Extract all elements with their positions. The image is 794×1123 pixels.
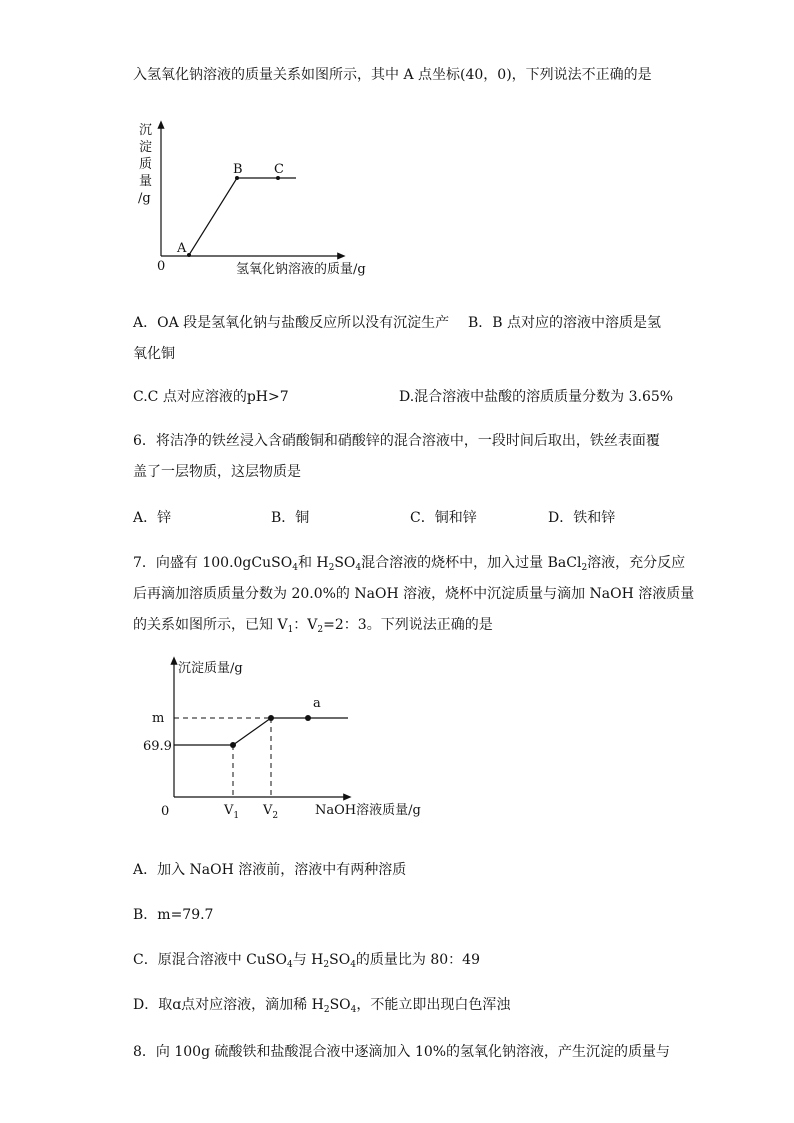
q7-line2: 后再滴加溶质质量分数为 20.0%的 NaOH 溶液，烧杯中沉淀质量与滴加 NaOH 溶液质量 — [133, 586, 695, 602]
q5-graph — [130, 118, 390, 283]
q7-xlabel: NaOH溶液质量/g — [315, 803, 421, 818]
q7-option-a: A．加入 NaOH 溶液前，溶液中有两种溶质 — [133, 862, 407, 878]
q5-ylabel-1: 沉 — [139, 123, 153, 138]
q5-origin: 0 — [157, 259, 166, 274]
q6-option-d: D．铁和锌 — [548, 510, 616, 526]
q7-point-v1 — [230, 742, 236, 748]
q5-intro: 入氢氧化钠溶液的质量关系如图所示，其中 A 点坐标(40，0)，下列说法不正确的是 — [133, 67, 652, 83]
q6-option-b: B．铜 — [271, 510, 310, 526]
q7-y1-label: 69.9 — [143, 739, 172, 754]
q7-option-d: D．取ɑ点对应溶液，滴加稀 $H_2SO_4$，不能立即出现白色浑浊 — [133, 997, 511, 1015]
q5-curve — [189, 178, 296, 255]
q5-label-c: C — [274, 162, 284, 177]
q6-line2: 盖了一层物质，这层物质是 — [133, 464, 301, 480]
q7-option-c: C．原混合溶液中 CuSO$_4$与 $H_2SO_4$的质量比为 80：49 — [133, 952, 481, 970]
q7-point-a — [305, 715, 311, 721]
q7-point-v2 — [268, 715, 274, 721]
q7-curve — [174, 718, 348, 745]
q7-line3: 的关系如图所示，已知 $V_1$：$V_2=2$：3。下列说法正确的是 — [133, 617, 493, 635]
q5-ylabel-5: /g — [138, 191, 151, 206]
q5-point-a — [187, 253, 191, 257]
q5-option-a: A．OA 段是氢氧化钠与盐酸反应所以没有沉淀生产 — [133, 315, 450, 331]
q7-m-label: m — [152, 711, 165, 726]
q5-option-b: B．B 点对应的溶液中溶质是氢 — [468, 315, 662, 331]
q5-option-c: C.C 点对应溶液的pH>7 — [133, 389, 289, 405]
q6-option-c: C．铜和锌 — [410, 510, 477, 526]
q7-origin: 0 — [161, 804, 170, 819]
q7-option-b: B．m=79.7 — [133, 907, 214, 923]
q7-ylabel: 沉淀质量/g — [178, 661, 243, 676]
q5-option-d: D.混合溶液中盐酸的溶质质量分数为 3.65% — [399, 389, 674, 405]
q5-ylabel-4: 量 — [139, 174, 153, 189]
q5-option-b-cont: 氧化铜 — [133, 346, 175, 362]
q5-label-a: A — [177, 241, 187, 256]
q6-line1: 6．将洁净的铁丝浸入含硝酸铜和硝酸锌的混合溶液中，一段时间后取出，铁丝表面覆 — [133, 433, 660, 449]
q5-xlabel: 氢氧化钠溶液的质量/g — [236, 262, 366, 277]
q7-a-label: a — [313, 696, 321, 711]
q8-line1: 8．向 100g 硫酸铁和盐酸混合液中逐滴加入 10%的氢氧化钠溶液，产生沉淀的质量与 — [133, 1044, 671, 1060]
q5-label-b: B — [233, 162, 243, 177]
q6-option-a: A．锌 — [133, 510, 172, 526]
q7-v1-label: $V_1$ — [224, 803, 240, 821]
q7-line1: 7．向盛有 100.0gCuSO$_4$和 $H_2SO_4$混合溶液的烧杯中，加入过量 BaCl$_2$溶液，充分反应 — [133, 555, 686, 573]
q7-graph — [140, 654, 440, 824]
q5-ylabel-3: 质 — [139, 157, 153, 172]
q7-v2-label: $V_2$ — [263, 803, 279, 821]
q5-ylabel-2: 淀 — [139, 140, 153, 155]
